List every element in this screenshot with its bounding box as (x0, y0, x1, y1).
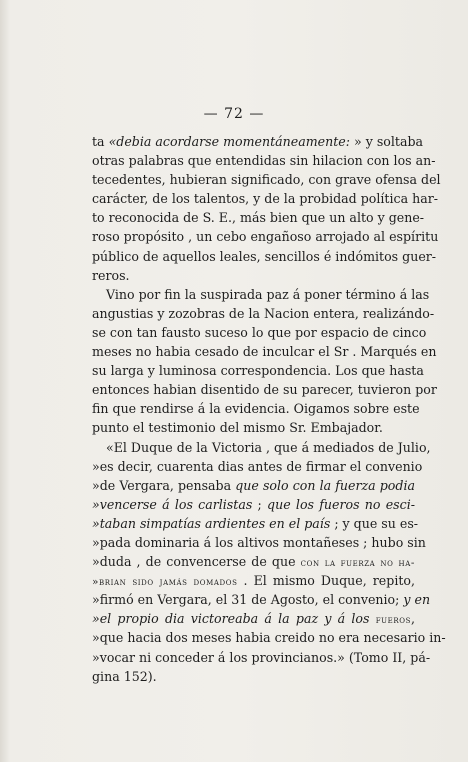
text-segment: ; (252, 496, 268, 512)
text-segment: punto el testimonio del mismo Sr. Embajador. (92, 420, 383, 436)
text-line (92, 514, 419, 533)
text-line (92, 476, 415, 495)
text-segment: , (410, 611, 415, 627)
text-line (92, 380, 437, 399)
text-line (92, 571, 415, 590)
text-segment: se con tan fausto suceso lo que por espacio de cinco (92, 324, 427, 340)
text-segment: público de aquellos leales, sencillos é indómitos guer- (92, 248, 437, 264)
text-line (92, 399, 420, 418)
text-line (92, 438, 431, 457)
text-line (92, 323, 427, 342)
text-line (92, 457, 423, 476)
text-line (92, 170, 441, 189)
text-segment: »es decir, cuarenta dias antes de firmar el convenio (92, 458, 423, 474)
body-text (92, 132, 446, 686)
text-segment: »vencerse á los carlistas (92, 496, 253, 512)
text-line (92, 667, 415, 686)
text-line (92, 151, 436, 170)
text-line (92, 418, 415, 437)
text-segment: fueros (375, 614, 411, 627)
text-segment: »el propio dia victoreaba á la paz y á los (92, 611, 376, 627)
text-line (92, 342, 437, 361)
text-segment: roso propósito , un cebo engañoso arrojado al espíritu (92, 229, 439, 245)
text-line (92, 590, 431, 609)
text-line (92, 628, 446, 647)
text-line (92, 247, 437, 266)
text-line (92, 533, 426, 552)
text-segment: que los fueros no esci- (267, 496, 415, 512)
text-segment: fin que rendirse á la evidencia. Oigamos sobre este (92, 401, 420, 417)
text-line (92, 361, 424, 380)
text-segment: otras palabras que entendidas sin hilacion con los an- (92, 153, 436, 169)
text-line (92, 609, 415, 628)
text-line (92, 208, 425, 227)
text-segment: «El Duque de la Victoria , que á mediados de Julio, (106, 439, 431, 455)
text-segment: reros. (92, 267, 130, 283)
text-segment: »vocar ni conceder á los provincianos.» (Tomo II, pá- (92, 649, 431, 665)
text-segment: angustias y zozobras de la Nacion entera, realizándo- (92, 305, 435, 321)
text-line (92, 552, 415, 571)
text-segment: . El mismo Duque, repito, (237, 573, 416, 589)
text-line (92, 266, 415, 285)
text-segment: carácter, de los talentos, y de la probidad política har- (92, 191, 438, 207)
text-segment: to reconocida de S. E., más bien que un alto y gene- (92, 210, 425, 226)
text-segment: » y soltaba (350, 134, 424, 149)
page-number: — 72 — (203, 106, 265, 122)
text-segment: »que hacia dos meses habia creido no era necesario in- (92, 630, 446, 646)
text-segment: con la fuerza no ha- (300, 557, 415, 570)
text-segment: »taban simpatías ardientes en el país (92, 515, 331, 531)
text-segment: su larga y luminosa correspondencia. Los que hasta (92, 363, 424, 379)
text-segment: gina 152). (92, 668, 157, 684)
text-segment: ; y que su es- (330, 515, 419, 531)
text-segment: »firmó en Vergara, el 31 de Agosto, el convenio; (92, 592, 404, 608)
text-line (92, 285, 430, 304)
text-line (92, 189, 438, 208)
text-segment: »de Vergara, pensaba (92, 477, 236, 493)
text-segment: »pada dominaria á los altivos montañeses ; hubo sin (92, 534, 426, 550)
text-segment: «debia acordarse momentáneamente: (108, 134, 351, 149)
text-segment: ta (92, 134, 109, 149)
text-segment: »duda , de convencerse de que (92, 554, 301, 570)
text-segment: »brian sido jamás domados (92, 576, 238, 589)
text-segment: y en (403, 592, 431, 608)
text-line (92, 227, 439, 246)
text-segment: entonces habian disentido de su parecer, tuvieron por (92, 382, 437, 398)
text-line (92, 495, 415, 514)
text-line (92, 304, 435, 323)
text-segment: que solo con la fuerza podia (235, 477, 415, 493)
text-line (92, 132, 424, 151)
text-line (92, 648, 431, 667)
text-segment: meses no habia cesado de inculcar el Sr . Marqués en (92, 344, 437, 360)
text-segment: tecedentes, hubieran significado, con grave ofensa del (92, 172, 441, 188)
text-segment: Vino por fin la suspirada paz á poner término á las (106, 286, 430, 302)
